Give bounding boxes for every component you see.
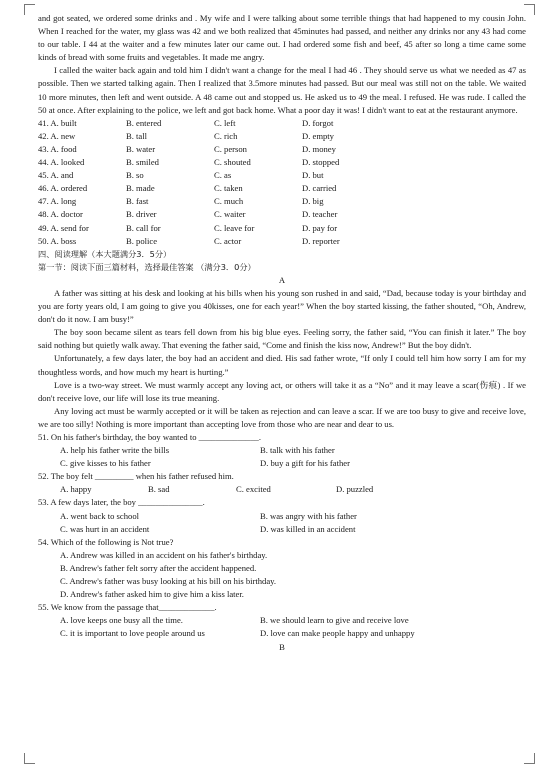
- answer-option: C. it is important to love people around us: [60, 628, 205, 639]
- passage-b-label: B: [279, 641, 285, 652]
- answer-option: C. was hurt in an accident: [60, 523, 150, 534]
- question-list: [38, 431, 526, 641]
- cloze-option: D. money: [302, 143, 336, 154]
- cloze-option: D. empty: [302, 130, 334, 141]
- cloze-option: 43. A. food: [38, 143, 77, 154]
- answer-option: A. love keeps one busy all the time.: [60, 615, 183, 626]
- passage-a-paragraph-1: A father was sitting at his desk and looking at his bills when his young son rushed in and said, “Dad, because today is your birthday and you are forty years old, I am going to give you 40kisses, one for each year!” When the boy started kissing, the father shouted, “Oh, Andrew, don't do it now. I am busy!”: [38, 287, 526, 325]
- cloze-option: B. water: [126, 143, 156, 154]
- cloze-option: 46. A. ordered: [38, 183, 88, 194]
- answer-option: C. give kisses to his father: [60, 458, 151, 469]
- cloze-option: B. driver: [126, 209, 157, 220]
- cloze-option: D. teacher: [302, 209, 338, 220]
- section-heading: 四、阅读理解（本大题满分3．5分）: [38, 248, 172, 259]
- answer-option: A. happy: [60, 484, 92, 495]
- question-options: [38, 549, 526, 601]
- cloze-option: 50. A. boss: [38, 235, 77, 246]
- answer-option: C. Andrew's father was busy looking at his bill on his birthday.: [60, 576, 277, 587]
- cloze-option: 41. A. built: [38, 117, 77, 128]
- cloze-option: D. reporter: [302, 235, 340, 246]
- question-options: [38, 510, 526, 536]
- cloze-paragraph-2: I called the waiter back again and told him I didn't want a change for the meal I had 46 . They should serve us what we needed as 47 as possible. Then we started talking again. Then I realized that 3.5more minutes had passed. But our meal was still not on the table. We waited 10 more minutes, then left and went outside. A 48 came out and stopped us. He asked us to 49 the meal. I refused. He was rude. I called the 50 at once. After explaining to the police, we left and got back home. What a poor day it was! I didn't want to eat at the restaurant anymore.: [38, 65, 526, 115]
- subsection-heading: 第一节：阅读下面三篇材料，选择最佳答案 （满分3．0分）: [38, 261, 256, 272]
- question-stem: 54. Which of the following is Not true?: [38, 536, 174, 547]
- cloze-paragraph-1: and got seated, we ordered some drinks and . My wife and I were talking about some terrible things that had happened to my cousin John. When I reached for the water, my glass was 42 and we both realized that 45minutes had passed, and neither any drinks nor any 43 had come to our table. I 44 at the waiter and a few minutes later our came out. I had ordered some fish and beef, 45 after so long a time came some kinds of bread with some fruits and vegetables. It made me angry.: [38, 13, 526, 63]
- answer-option: B. was angry with his father: [260, 510, 357, 521]
- passage-a-paragraph-4: Love is a two-way street. We must warmly accept any loving act, or others will take it as a “No” and it may leave a scar(伤痕) . If we don't receive love, our life will lose its true meaning.: [38, 379, 526, 403]
- answer-option: B. sad: [148, 484, 170, 495]
- answer-option: B. talk with his father: [260, 445, 335, 456]
- cloze-option: B. made: [126, 183, 155, 194]
- question-options: [38, 444, 526, 470]
- passage-a-paragraph-5: Any loving act must be warmly accepted or it will be taken as rejection and can leave a scar. If we are too busy to give and receive love, we are too silly! Nothing is more important than accepting love from those who are near and dear to us.: [38, 405, 526, 429]
- answer-option: D. Andrew's father asked him to give him a kiss later.: [60, 589, 244, 600]
- cloze-option: B. call for: [126, 222, 161, 233]
- question-stem: 53. A few days later, the boy _______________.: [38, 497, 205, 508]
- cloze-option: C. taken: [214, 183, 243, 194]
- cloze-option: B. so: [126, 170, 144, 181]
- question-options: [38, 614, 526, 640]
- answer-option: A. went back to school: [60, 510, 139, 521]
- cloze-option: B. police: [126, 235, 158, 246]
- cloze-option: 44. A. looked: [38, 157, 85, 168]
- answer-option: D. buy a gift for his father: [260, 458, 350, 469]
- cloze-option: D. pay for: [302, 222, 338, 233]
- answer-option: A. help his father write the bills: [60, 445, 170, 456]
- passage-a-label: A: [278, 274, 286, 285]
- cloze-option: 45. A. and: [38, 170, 74, 181]
- cloze-option: 49. A. send for: [38, 222, 89, 233]
- cloze-option: D. forgot: [302, 117, 334, 128]
- cloze-option: D. stopped: [302, 157, 340, 168]
- answer-option: D. love can make people happy and unhappy: [260, 628, 415, 639]
- answer-option: B. Andrew's father felt sorry after the accident happened.: [60, 562, 257, 573]
- question-stem: 52. The boy felt _________ when his father refused him.: [38, 471, 234, 482]
- question-stem: 55. We know from the passage that_____________.: [38, 602, 217, 613]
- cloze-option: C. leave for: [214, 222, 255, 233]
- answer-option: D. puzzled: [336, 484, 374, 495]
- answer-option: A. Andrew was killed in an accident on his father's birthday.: [60, 549, 268, 560]
- cloze-options-grid: [38, 117, 526, 248]
- cloze-option: D. carried: [302, 183, 337, 194]
- cloze-option: C. waiter: [214, 209, 246, 220]
- answer-option: C. excited: [236, 484, 271, 495]
- cloze-option: C. shouted: [214, 157, 251, 168]
- crop-mark-bottom-left: [24, 753, 35, 764]
- crop-mark-bottom-right: [524, 753, 535, 764]
- cloze-option: C. as: [214, 170, 232, 181]
- passage-a-paragraph-3: Unfortunately, a few days later, the boy had an accident and died. His sad father wrote, “If only I could tell him how sorry I am for my thoughtless words, and how much my heart is hurting.”: [38, 353, 526, 377]
- cloze-option: D. big: [302, 196, 324, 207]
- cloze-option: C. rich: [214, 130, 238, 141]
- answer-option: D. was killed in an accident: [260, 523, 356, 534]
- question-stem: 51. On his father's birthday, the boy wanted to ______________.: [38, 432, 261, 442]
- cloze-option: 47. A. long: [38, 196, 77, 207]
- cloze-option: C. left: [214, 117, 236, 128]
- cloze-option: D. but: [302, 170, 324, 181]
- cloze-option: C. much: [214, 196, 244, 207]
- cloze-option: 42. A. new: [38, 130, 76, 141]
- cloze-option: B. fast: [126, 196, 149, 207]
- crop-mark-top-left: [24, 4, 35, 15]
- passage-a-paragraph-2: The boy soon became silent as tears fell down from his big blue eyes. Feeling sorry, the father said, “You can finish it later.” The boy said nothing but quietly walk away. That evening the father said, “Come and finish the kiss now, Andrew!” But the boy didn't.: [38, 327, 526, 351]
- cloze-option: B. tall: [126, 130, 148, 141]
- question-options: [38, 483, 526, 496]
- cloze-option: C. actor: [214, 235, 242, 246]
- cloze-option: B. entered: [126, 117, 162, 128]
- cloze-option: B. smiled: [126, 157, 159, 168]
- cloze-option: C. person: [214, 143, 247, 154]
- exam-page: [38, 12, 526, 654]
- answer-option: B. we should learn to give and receive love: [260, 615, 409, 626]
- cloze-option: 48. A. doctor: [38, 209, 83, 220]
